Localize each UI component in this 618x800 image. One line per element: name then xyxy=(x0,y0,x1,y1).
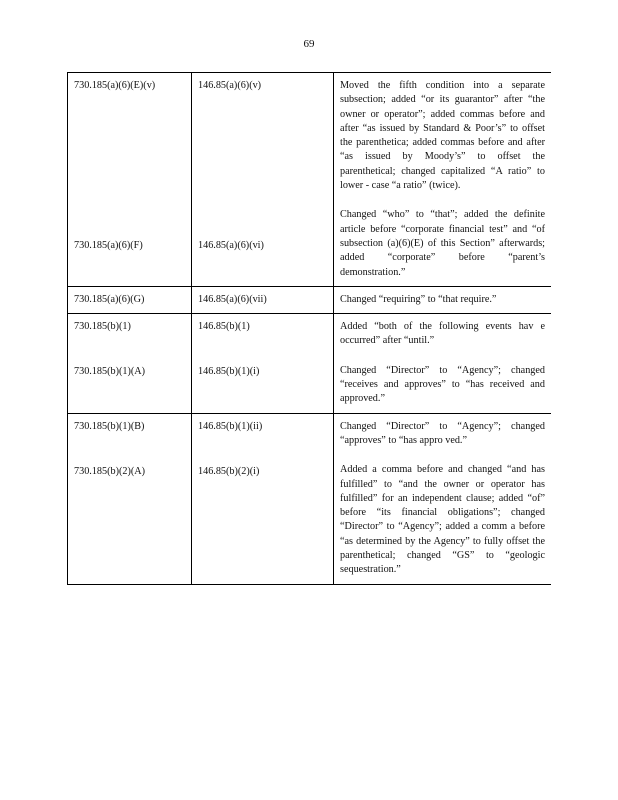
new-section-cell xyxy=(192,314,334,413)
old-section: 730.185(b)(1)(A) xyxy=(74,366,146,378)
old-section: 730.185(b)(1) xyxy=(74,321,131,333)
new-section: 146.85(b)(1)(ii) xyxy=(198,420,263,432)
new-section: 146.85(b)(2)(i) xyxy=(198,465,260,477)
new-section: 146.85(b)(1) xyxy=(198,321,250,333)
new-section: 146.85(b)(1)(i) xyxy=(198,366,260,378)
change-description: Changed “who” to “that”; added the definite article before “corporate financial test” and “of subsection (a)(6)(E) of this Section” afterwards; added “corporate” before “parent’s demonstration.” xyxy=(340,209,545,278)
old-section: 730.185(a)(6)(F) xyxy=(74,240,143,251)
new-section-cell xyxy=(192,413,334,584)
table-row xyxy=(68,286,552,313)
table-row xyxy=(68,73,552,287)
change-description: Changed “Director” to “Agency”; changed “receives and approves” to “has received and approved.” xyxy=(340,364,545,405)
change-description: Changed “requiring” to “that require.” xyxy=(340,293,497,305)
new-section: 146.85(a)(6)(vii) xyxy=(198,293,267,305)
new-section-cell xyxy=(192,286,334,313)
old-section: 730.185(b)(2)(A) xyxy=(74,465,146,477)
change-description: Added a comma before and changed “and has fulfilled” to “and the owner or operator has fulfilled” for an independent clause; added “of” before “its financial obligations”; changed “Director” to “Agency”; added a comm a before “as determined by the Agency” to fully offset the parenthetical; changed “GS” to “geologic sequestration.” xyxy=(340,464,545,576)
new-section: 146.85(a)(6)(v) xyxy=(198,80,262,91)
change-description: Moved the fifth condition into a separate subsection; added “or its guarantor” after “the owner or operator”; added commas before and after “as issued by Standard & Poor’s” to offset the parenthetica; added commas before and after “as issued by Moody’s” to offset the parenthetical; changed capitalized “A ratio” to lower - case “a ratio” (twice). xyxy=(340,80,545,192)
old-section: 730.185(a)(6)(E)(v) xyxy=(74,80,156,91)
amendment-table xyxy=(67,72,551,585)
old-section-cell xyxy=(68,413,192,584)
change-description: Added “both of the following events hav e occurred” after “until.” xyxy=(340,321,545,347)
change-description-cell xyxy=(334,413,552,584)
change-description-cell xyxy=(334,286,552,313)
old-section-cell xyxy=(68,314,192,413)
new-section: 146.85(a)(6)(vi) xyxy=(198,240,264,251)
page-number: 69 xyxy=(303,38,315,50)
table-row xyxy=(68,413,552,584)
old-section-cell xyxy=(68,286,192,313)
old-section: 730.185(a)(6)(G) xyxy=(74,293,145,305)
change-description-cell xyxy=(334,73,552,287)
old-section-cell xyxy=(68,73,192,287)
change-description: Changed “Director” to “Agency”; changed “approves” to “has appro ved.” xyxy=(340,420,545,446)
old-section: 730.185(b)(1)(B) xyxy=(74,420,145,432)
new-section-cell xyxy=(192,73,334,287)
table-row xyxy=(68,314,552,413)
change-description-cell xyxy=(334,314,552,413)
